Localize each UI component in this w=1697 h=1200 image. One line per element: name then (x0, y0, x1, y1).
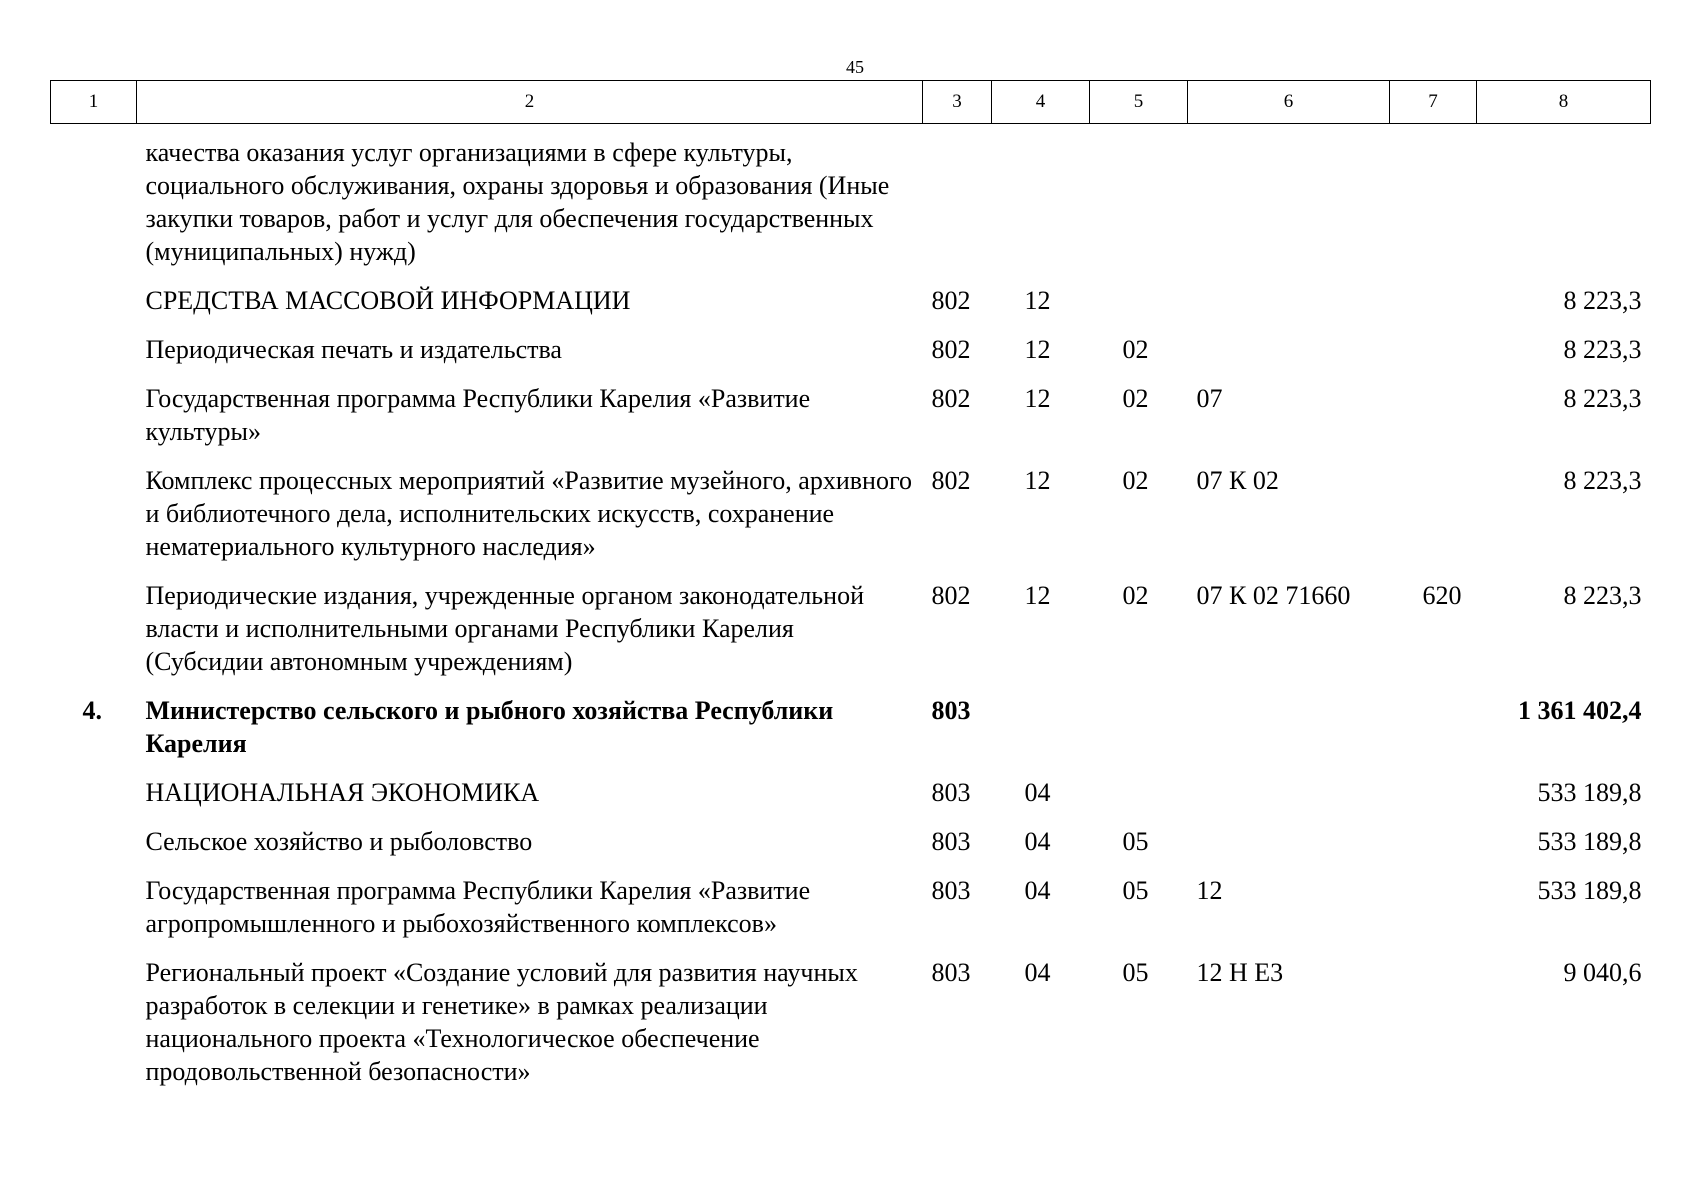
row-number (51, 382, 137, 464)
ministry-code: 802 (931, 335, 971, 364)
table-row (51, 464, 1651, 579)
amount: 8 223,3 (1563, 335, 1642, 364)
row-name: Комплекс процессных мероприятий «Развитие музейного, архивного и библиотечного дела, исполнительских искусств, сохранение нематериального культурного наследия» (145, 466, 912, 561)
header-col-1: 1 (51, 81, 137, 124)
header-col-4: 4 (992, 81, 1090, 124)
section-code: 12 (1024, 286, 1051, 315)
subsection-code (1090, 694, 1188, 776)
amount: 1 361 402,4 (1518, 696, 1642, 725)
ministry-code: 803 (931, 696, 971, 725)
section-code: 04 (1024, 827, 1051, 856)
table-row (51, 579, 1651, 694)
section-code: 12 (1024, 384, 1051, 413)
row-number (51, 579, 137, 694)
expense-type-code (1390, 464, 1477, 579)
header-col-5: 5 (1090, 81, 1188, 124)
target-article-code (1188, 694, 1390, 776)
target-article-code (1188, 284, 1390, 333)
row-name: НАЦИОНАЛЬНАЯ ЭКОНОМИКА (145, 778, 540, 807)
section-code: 04 (1024, 876, 1051, 905)
expense-type-code (1390, 874, 1477, 956)
amount (1477, 124, 1651, 285)
ministry-code: 803 (931, 958, 971, 987)
expense-type-code (1390, 956, 1477, 1104)
amount: 9 040,6 (1563, 958, 1642, 987)
table-row (51, 333, 1651, 382)
target-article-code (1188, 333, 1390, 382)
amount: 8 223,3 (1563, 581, 1642, 610)
amount: 8 223,3 (1563, 466, 1642, 495)
expense-type-code (1390, 825, 1477, 874)
expense-type-code (1390, 284, 1477, 333)
row-name: Сельское хозяйство и рыболовство (145, 827, 533, 856)
subsection-code (1090, 124, 1188, 285)
row-name: Региональный проект «Создание условий для развития научных разработок в селекции и генетике» в рамках реализации национального проекта «Технологическое обеспечение продовольственной безопасности» (145, 958, 858, 1086)
subsection-code: 05 (1122, 827, 1149, 856)
ministry-code: 803 (931, 827, 971, 856)
row-number: 4. (82, 696, 102, 725)
target-article-code (1188, 124, 1390, 285)
budget-table (50, 80, 1651, 1104)
ministry-code: 802 (931, 581, 971, 610)
section-code: 12 (1024, 581, 1051, 610)
section-code: 04 (1024, 778, 1051, 807)
table-row (51, 956, 1651, 1104)
subsection-code (1090, 284, 1188, 333)
ministry-code: 802 (931, 466, 971, 495)
page-number: 45 (846, 57, 864, 77)
table-row (51, 694, 1651, 776)
row-number (51, 776, 137, 825)
target-article-code: 12 Н Е3 (1196, 958, 1284, 987)
subsection-code: 02 (1122, 335, 1149, 364)
target-article-code: 12 (1196, 876, 1223, 905)
header-col-6: 6 (1188, 81, 1390, 124)
header-col-8: 8 (1477, 81, 1651, 124)
target-article-code: 07 К 02 (1196, 466, 1279, 495)
row-number (51, 464, 137, 579)
section-code: 12 (1024, 466, 1051, 495)
target-article-code: 07 К 02 71660 (1196, 581, 1351, 610)
header-col-2: 2 (137, 81, 923, 124)
row-name: Государственная программа Республики Карелия «Развитие культуры» (145, 384, 811, 446)
target-article-code (1188, 825, 1390, 874)
subsection-code (1090, 776, 1188, 825)
row-name: Государственная программа Республики Карелия «Развитие агропромышленного и рыбохозяйственного комплексов» (145, 876, 811, 938)
ministry-code: 803 (931, 778, 971, 807)
table-row (51, 825, 1651, 874)
subsection-code: 02 (1122, 384, 1149, 413)
amount: 533 189,8 (1537, 827, 1642, 856)
row-name: Периодическая печать и издательства (145, 335, 562, 364)
row-name: Периодические издания, учрежденные органом законодательной власти и исполнительными органами Республики Карелия (Субсидии автономным учреждениям) (145, 581, 864, 676)
subsection-code: 05 (1122, 876, 1149, 905)
target-article-code: 07 (1196, 384, 1223, 413)
row-number (51, 825, 137, 874)
table-row (51, 874, 1651, 956)
expense-type-code: 620 (1422, 581, 1462, 610)
section-code (992, 124, 1090, 285)
section-code: 12 (1024, 335, 1051, 364)
expense-type-code (1390, 776, 1477, 825)
subsection-code: 02 (1122, 466, 1149, 495)
table-row (51, 776, 1651, 825)
ministry-code: 802 (931, 384, 971, 413)
ministry-code: 802 (931, 286, 971, 315)
row-number (51, 124, 137, 285)
row-name: Министерство сельского и рыбного хозяйства Республики Карелия (145, 696, 834, 758)
subsection-code: 02 (1122, 581, 1149, 610)
expense-type-code (1390, 333, 1477, 382)
subsection-code: 05 (1122, 958, 1149, 987)
table-row (51, 382, 1651, 464)
amount: 533 189,8 (1537, 778, 1642, 807)
ministry-code: 803 (931, 876, 971, 905)
ministry-code (923, 124, 992, 285)
amount: 533 189,8 (1537, 876, 1642, 905)
amount: 8 223,3 (1563, 384, 1642, 413)
row-number (51, 874, 137, 956)
section-code: 04 (1024, 958, 1051, 987)
row-number (51, 956, 137, 1104)
expense-type-code (1390, 382, 1477, 464)
header-col-3: 3 (923, 81, 992, 124)
amount: 8 223,3 (1563, 286, 1642, 315)
header-col-7: 7 (1390, 81, 1477, 124)
table-row (51, 284, 1651, 333)
row-name: качества оказания услуг организациями в сфере культуры, социального обслуживания, охраны здоровья и образования (Иные закупки товаров, работ и услуг для обеспечения государственных (муниципальных) нужд) (145, 138, 890, 266)
target-article-code (1188, 776, 1390, 825)
row-name: СРЕДСТВА МАССОВОЙ ИНФОРМАЦИИ (145, 286, 631, 315)
expense-type-code (1390, 124, 1477, 285)
column-number-header (51, 81, 1651, 124)
expense-type-code (1390, 694, 1477, 776)
table-row (51, 124, 1651, 285)
section-code (992, 694, 1090, 776)
row-number (51, 333, 137, 382)
row-number (51, 284, 137, 333)
